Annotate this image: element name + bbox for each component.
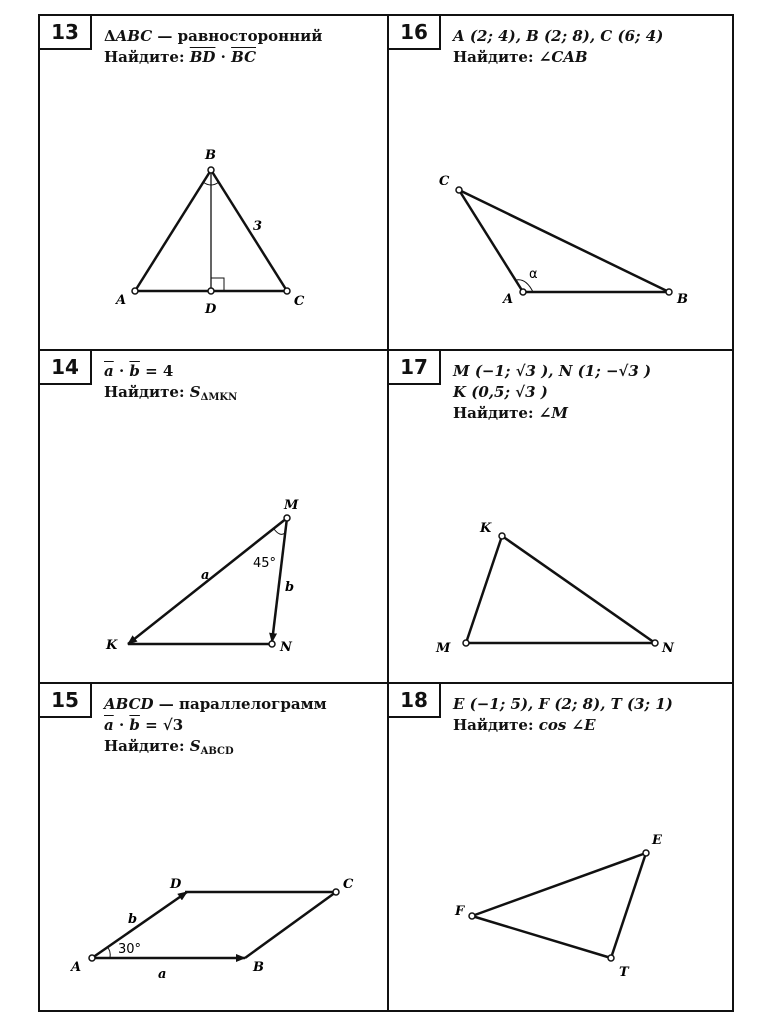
problem-14 xyxy=(40,349,387,682)
label-c: C xyxy=(439,174,450,189)
label-m: M xyxy=(436,641,451,656)
delta-symbol: Δ xyxy=(104,27,116,45)
find-label: Найдите: xyxy=(104,737,190,755)
coordinates: A (2; 4), B (2; 8), C (6; 4) xyxy=(453,27,664,45)
problem-15 xyxy=(40,682,387,1010)
vector-bd: $\overline{BD}$ xyxy=(189,48,216,66)
problem-grid xyxy=(38,14,734,1012)
problem-13 xyxy=(40,16,387,349)
coordinates-line2: K (0,5; √3 ) xyxy=(453,383,548,401)
find-label: Найдите: xyxy=(453,48,539,66)
label-side: 3 xyxy=(253,219,263,234)
vector-a: $\overline{a}$ xyxy=(104,716,114,734)
problem-number: 15 xyxy=(40,684,92,718)
problem-17 xyxy=(387,349,732,682)
problem-number: 17 xyxy=(389,351,441,385)
label-n: N xyxy=(280,640,292,655)
label-b: B xyxy=(253,960,264,975)
dot-operator: · xyxy=(215,48,232,66)
triangle-name: ABC xyxy=(115,27,153,45)
label-alpha: α xyxy=(529,267,538,282)
find-label: Найдите: xyxy=(104,48,190,66)
find-value: ∠M xyxy=(538,404,568,422)
problem-number: 13 xyxy=(40,16,92,50)
vector-b: $\overline{b}$ xyxy=(129,362,140,380)
label-b: B xyxy=(205,148,216,163)
problem-number: 16 xyxy=(389,16,441,50)
label-a: A xyxy=(503,292,514,307)
figure-15 xyxy=(40,684,387,1010)
problem-number: 18 xyxy=(389,684,441,718)
problem-18 xyxy=(387,682,732,1010)
coordinates: E (−1; 5), F (2; 8), T (3; 1) xyxy=(453,695,673,713)
label-vec-a: a xyxy=(158,967,167,982)
figure-13 xyxy=(40,16,387,349)
label-a: A xyxy=(116,293,127,308)
label-angle: 30° xyxy=(118,942,142,957)
parallelogram-name: ABCD xyxy=(104,695,154,713)
label-vec-b: b xyxy=(285,580,295,595)
label-c: C xyxy=(343,877,354,892)
dot-operator: · xyxy=(113,716,130,734)
label-e: E xyxy=(652,833,662,848)
figure-18 xyxy=(389,684,732,1010)
problem-16 xyxy=(387,16,732,349)
vector-a: $\overline{a}$ xyxy=(104,362,114,380)
area-subscript: ΔMKN xyxy=(200,392,238,403)
label-t: T xyxy=(619,965,629,980)
find-value: ∠CAB xyxy=(538,48,588,66)
figure-17 xyxy=(389,351,732,682)
area-subscript: ABCD xyxy=(200,746,234,757)
label-d: D xyxy=(170,877,182,892)
condition-value: = √3 xyxy=(139,716,184,734)
label-angle: 45° xyxy=(253,556,277,571)
label-k: K xyxy=(480,521,492,536)
figure-16 xyxy=(389,16,732,349)
condition-text: — равносторонний xyxy=(152,27,323,45)
condition-value: = 4 xyxy=(139,362,174,380)
problem-number: 14 xyxy=(40,351,92,385)
vector-b: $\overline{b}$ xyxy=(129,716,140,734)
area-symbol: S xyxy=(189,383,201,401)
condition-text: — параллелограмм xyxy=(153,695,327,713)
label-d: D xyxy=(205,302,217,317)
label-n: N xyxy=(662,641,674,656)
find-label: Найдите: xyxy=(453,716,539,734)
label-a: A xyxy=(71,960,82,975)
label-c: C xyxy=(294,294,305,309)
label-b: B xyxy=(677,292,688,307)
find-label: Найдите: xyxy=(453,404,539,422)
coordinates-line1: M (−1; √3 ), N (1; −√3 ) xyxy=(453,362,652,380)
label-k: K xyxy=(106,638,118,653)
label-m: M xyxy=(284,498,299,513)
label-vec-b: b xyxy=(128,912,138,927)
find-value: cos ∠E xyxy=(538,716,596,734)
label-vec-a: a xyxy=(201,568,210,583)
vector-bc: $\overline{BC}$ xyxy=(231,48,257,66)
dot-operator: · xyxy=(113,362,130,380)
figure-14 xyxy=(40,351,387,682)
find-label: Найдите: xyxy=(104,383,190,401)
label-f: F xyxy=(455,904,465,919)
area-symbol: S xyxy=(189,737,201,755)
